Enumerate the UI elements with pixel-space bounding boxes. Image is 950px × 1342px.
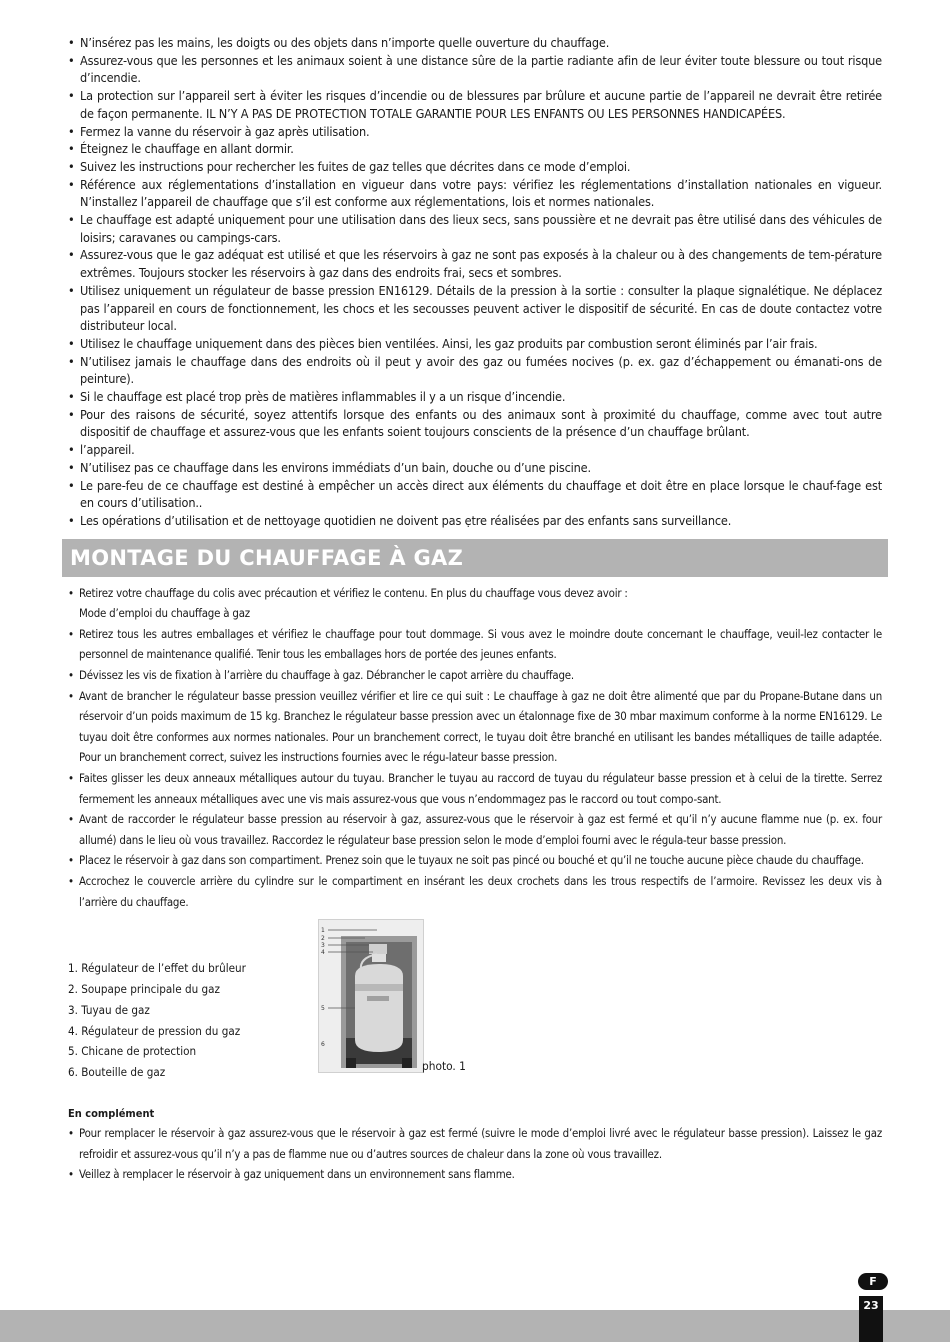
mounting-list <box>68 583 882 913</box>
safety-item: • La protection sur l’appareil sert à éviter les risques d’incendie ou de blessures par brûlure et aucune partie de l’appareil ne devrait être retirée de façon permanente. IL N’Y A PAS DE PROTECTION TOTALE GARANTIE POUR LES ENFANTS OU LES PERSONNES HANDICAPÉES. <box>68 87 882 122</box>
photo-marker-3: 3 <box>321 942 325 950</box>
mounting-item <box>68 583 882 624</box>
legend-item: 6. Bouteille de gaz <box>68 1065 166 1080</box>
complement-item: • Veillez à remplacer le réservoir à gaz uniquement dans un environnement sans flamme. <box>68 1164 882 1185</box>
mounting-item: • Avant de raccorder le régulateur basse pression au réservoir à gaz, assurez-vous que le réservoir à gaz est fermé et qu’il n’y aucune flamme nue (p. ex. four allumé) dans le lieu où vous travaillez. Raccordez le régulateur base pression selon le mode d’emploi fourni avec le régula-teur basse pression. <box>68 809 882 850</box>
mounting-item: • Accrochez le couvercle arrière du cylindre sur le compartiment en insérant les deux crochets dans les trous respectifs de l’armoire. Revissez les deux vis à l’arrière du chauffage. <box>68 871 882 912</box>
safety-item: • Utilisez le chauffage uniquement dans des pièces bien ventilées. Ainsi, les gaz produits par combustion seront éliminés par l’air frais. <box>68 335 882 353</box>
page-content <box>68 34 882 1185</box>
safety-item: • Assurez-vous que les personnes et les animaux soient à une distance sûre de la partie radiante afin de leur éviter toute blessure ou tout risque d’incendie. <box>68 52 882 87</box>
photo-marker-6: 6 <box>321 1041 325 1049</box>
legend-item: 3. Tuyau de gaz <box>68 1002 150 1017</box>
safety-item: • Assurez-vous que le gaz adéquat est utilisé et que les réservoirs à gaz ne sont pas exposés à la chaleur ou à des changements de tem-pérature extrêmes. Toujours stocker les réservoirs à gaz dans des endroits frai, secs et sombres. <box>68 246 882 281</box>
complement-item: • Pour remplacer le réservoir à gaz assurez-vous que le réservoir à gaz est fermé (suivre le mode d’emploi livré avec le régulateur basse pression). Laissez le gaz refroidir et assurez-vous qu’il n’y a pas de flamme nue ou d’autres sources de chaleur dans la zone où vous travaillez. <box>68 1123 882 1164</box>
safety-item: • l’appareil. <box>68 441 882 459</box>
safety-item: • Suivez les instructions pour rechercher les fuites de gaz telles que décrites dans ce mode d’emploi. <box>68 158 882 176</box>
mounting-item: • Faites glisser les deux anneaux métalliques autour du tuyau. Brancher le tuyau au raccord de tuyau du régulateur basse pression et à celui de la tirette. Serrez fermement les anneaux métalliques avec une vis mais assurez-vous que vous n’endommagez pas le raccord ou tout compo-sant. <box>68 768 882 809</box>
legend-item: 4. Régulateur de pression du gaz <box>68 1023 241 1038</box>
safety-item: • N’utilisez pas ce chauffage dans les environs immédiats d’un bain, douche ou d’une piscine. <box>68 459 882 477</box>
photo-marker-4: 4 <box>321 949 325 957</box>
safety-item: • Le chauffage est adapté uniquement pour une utilisation dans des lieux secs, sans poussière et ne devrait pas être utilisé dans des véhicules de loisirs; caravanes ou campings-cars. <box>68 211 882 246</box>
safety-item: • Éteignez le chauffage en allant dormir. <box>68 140 882 158</box>
footer-bar <box>0 1310 950 1342</box>
safety-item: • Les opérations d’utilisation et de nettoyage quotidien ne doivent pas ẹtre réalisées par des enfants sans surveillance. <box>68 512 882 530</box>
complement-list <box>68 1123 882 1185</box>
mounting-item: • Dévissez les vis de fixation à l’arrière du chauffage à gaz. Débrancher le capot arrière du chauffage. <box>68 665 882 686</box>
mounting-item: • Placez le réservoir à gaz dans son compartiment. Prenez soin que le tuyaux ne soit pas pincé ou bouché et qu’il ne touche aucune pièce chaude du chauffage. <box>68 850 882 871</box>
safety-item: • N’insérez pas les mains, les doigts ou des objets dans n’importe quelle ouverture du chauffage. <box>68 34 882 52</box>
safety-item: • Si le chauffage est placé trop près de matières inflammables il y a un risque d’incendie. <box>68 388 882 406</box>
page-number: 23 <box>863 1299 879 1312</box>
safety-item: • Pour des raisons de sécurité, soyez attentifs lorsque des enfants ou des animaux sont à proximité du chauffage, comme avec tout autre dispositif de chauffage et assurez-vous que les enfants soient toujours conscients de la présence d’un chauffage brûlant. <box>68 406 882 441</box>
photo-caption: photo. 1 <box>422 1059 466 1074</box>
safety-item: • Fermez la vanne du réservoir à gaz après utilisation. <box>68 123 882 141</box>
mounting-item: • Avant de brancher le régulateur basse pression veuillez vérifier et lire ce qui suit : Le chauffage à gaz ne doit être alimenté que par du Propane-Butane dans un réservoir d’un poids maximum de 15 kg. Branchez le régulateur basse pression avec un étalonnage fixe de 30 mbar maximum conforme à la norme EN16129. Le tuyau doit être conformes aux normes nationales. Pour un branchement correct, le tuyau doit être branché en utilisant les bandes métalliques de taille adaptée. Pour un branchement correct, suivez les instructions fournies avec le régu-lateur basse pression. <box>68 686 882 768</box>
photo-marker-1: 1 <box>321 927 325 935</box>
photo-legend <box>68 958 246 1083</box>
heater-gas-bottle-photo <box>318 919 424 1073</box>
safety-list <box>68 34 882 530</box>
language-badge: F <box>858 1273 888 1290</box>
photo-marker-2: 2 <box>321 935 325 943</box>
legend-item: 5. Chicane de protection <box>68 1044 197 1059</box>
photo-marker-5: 5 <box>321 1005 325 1013</box>
figure-row <box>68 915 882 1093</box>
safety-item: • Utilisez uniquement un régulateur de basse pression EN16129. Détails de la pression à la sortie : consulter la plaque signalétique. Ne déplacez pas l’appareil en cours de fonctionnement, les chocs et les secousses peuvent activer le dispositif de sécurité. En cas de doute contactez votre distributeur local. <box>68 282 882 335</box>
section-header-bar <box>62 539 888 577</box>
page-number-tab <box>859 1296 883 1342</box>
legend-item: 2. Soupape principale du gaz <box>68 981 220 996</box>
safety-item: • Référence aux réglementations d’installation en vigueur dans votre pays: vérifiez les réglementations d’installation nationales en vigueur. N’installez l’appareil de chauffage que s’il est conforme aux réglementations, lois et normes nationales. <box>68 176 882 211</box>
manual-note: Mode d’emploi du chauffage à gaz <box>79 606 250 621</box>
safety-item: • Le pare-feu de ce chauffage est destiné à empêcher un accès direct aux éléments du chauffage et doit être en place lorsque le chauf-fage est en cours d’utilisation.. <box>68 477 882 512</box>
legend-item: 1. Régulateur de l’effet du brûleur <box>68 961 246 976</box>
section-title: MONTAGE DU CHAUFFAGE À GAZ <box>70 545 464 570</box>
safety-item: • N’utilisez jamais le chauffage dans des endroits où il peut y avoir des gaz ou fumées nocives (p. ex. gaz d’échappement ou émanati-ons de peinture). <box>68 353 882 388</box>
mounting-item-text: Retirez votre chauffage du colis avec précaution et vérifiez le contenu. En plus du chauffage vous devez avoir : <box>79 585 628 600</box>
mounting-item: • Retirez tous les autres emballages et vérifiez le chauffage pour tout dommage. Si vous avez le moindre doute concernant le chauffage, veuil-lez contacter le personnel de maintenance qualifié. Tenir tous les emballages hors de portée des jeunes enfants. <box>68 624 882 665</box>
complement-heading: En complément <box>68 1107 155 1121</box>
gas-bottle-illustration <box>319 920 423 1072</box>
